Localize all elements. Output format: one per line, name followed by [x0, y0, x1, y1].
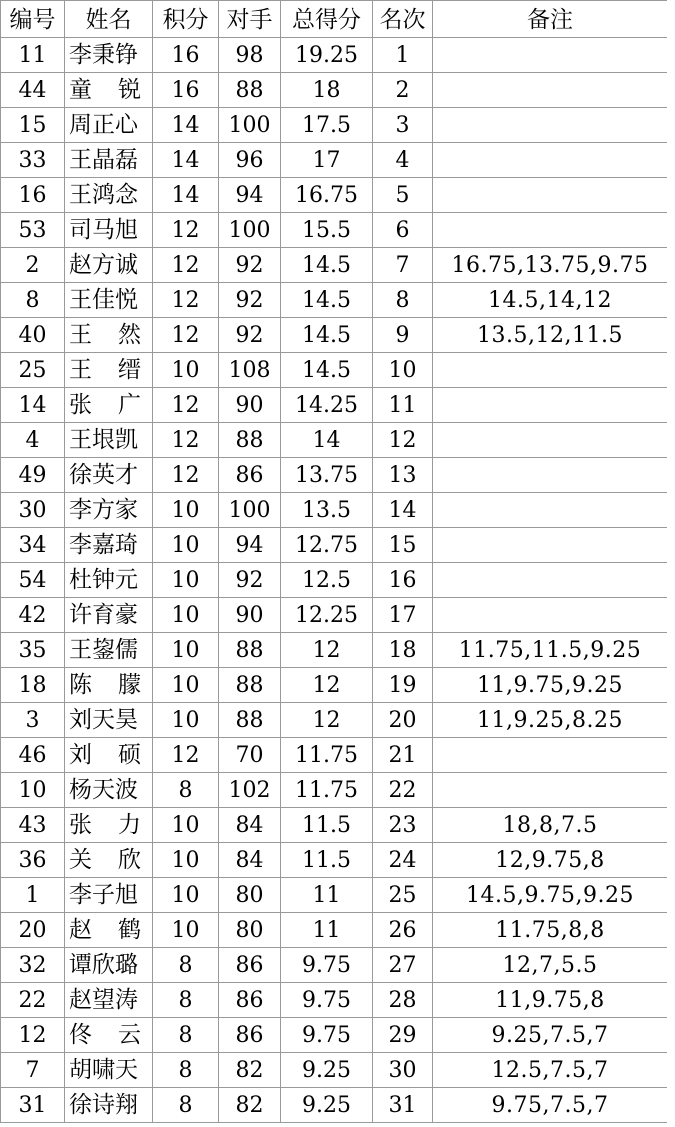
name-part: 童 — [69, 76, 92, 103]
cell-total-score[interactable]: 14.5 — [281, 248, 373, 283]
cell-notes[interactable] — [433, 773, 668, 808]
name-part: 赵 — [69, 916, 92, 943]
name-part: 缙 — [118, 356, 141, 383]
cell-name[interactable] — [65, 1088, 153, 1123]
cell-total-score[interactable]: 11.75 — [281, 773, 373, 808]
cell-total-score[interactable]: 17.5 — [281, 108, 373, 143]
table-row — [1, 178, 668, 213]
cell-rank[interactable]: 13 — [373, 458, 433, 493]
cell-points[interactable]: 10 — [153, 598, 219, 633]
cell-points[interactable]: 8 — [153, 773, 219, 808]
cell-total-score[interactable]: 14 — [281, 423, 373, 458]
cell-notes[interactable]: 16.75,13.75,9.75 — [433, 248, 668, 283]
name-part: 王晶磊 — [69, 146, 138, 173]
cell-name[interactable] — [65, 283, 153, 318]
name-part: 王垠凯 — [69, 426, 138, 453]
cell-notes[interactable]: 12.5,7.5,7 — [433, 1053, 668, 1088]
cell-rank[interactable]: 30 — [373, 1053, 433, 1088]
name-part: 李子旭 — [69, 881, 138, 908]
table-row — [1, 353, 668, 388]
cell-notes[interactable] — [433, 143, 668, 178]
cell-points[interactable]: 16 — [153, 73, 219, 108]
name-part: 李秉铮 — [69, 41, 138, 68]
cell-total-score[interactable]: 12.75 — [281, 528, 373, 563]
cell-id[interactable]: 20 — [1, 913, 65, 948]
cell-rank[interactable]: 4 — [373, 143, 433, 178]
cell-notes[interactable] — [433, 353, 668, 388]
cell-opponent[interactable]: 92 — [219, 563, 281, 598]
cell-points[interactable]: 10 — [153, 493, 219, 528]
cell-total-score[interactable]: 14.5 — [281, 353, 373, 388]
cell-id[interactable]: 14 — [1, 388, 65, 423]
cell-name[interactable] — [65, 773, 153, 808]
cell-opponent[interactable]: 70 — [219, 738, 281, 773]
cell-rank[interactable]: 17 — [373, 598, 433, 633]
cell-points[interactable]: 12 — [153, 283, 219, 318]
header-id[interactable]: 编号 — [1, 1, 65, 38]
name-part: 李嘉琦 — [69, 531, 138, 558]
cell-name[interactable] — [65, 213, 153, 248]
table-row — [1, 143, 668, 178]
name-part: 广 — [118, 391, 141, 418]
cell-total-score[interactable]: 9.75 — [281, 1018, 373, 1053]
cell-id[interactable]: 49 — [1, 458, 65, 493]
name-part: 李方家 — [69, 496, 138, 523]
cell-points[interactable]: 12 — [153, 248, 219, 283]
table-row — [1, 493, 668, 528]
cell-rank[interactable]: 18 — [373, 633, 433, 668]
cell-name[interactable] — [65, 948, 153, 983]
table-row — [1, 1018, 668, 1053]
cell-total-score[interactable]: 12 — [281, 703, 373, 738]
table-row — [1, 703, 668, 738]
cell-notes[interactable]: 14.5,14,12 — [433, 283, 668, 318]
cell-points[interactable]: 12 — [153, 738, 219, 773]
cell-total-score[interactable]: 9.25 — [281, 1053, 373, 1088]
cell-points[interactable]: 10 — [153, 878, 219, 913]
cell-opponent[interactable]: 100 — [219, 493, 281, 528]
name-part: 朦 — [118, 671, 141, 698]
cell-name[interactable] — [65, 108, 153, 143]
cell-id[interactable]: 34 — [1, 528, 65, 563]
cell-id[interactable]: 7 — [1, 1053, 65, 1088]
name-part: 欣 — [118, 846, 141, 873]
cell-name[interactable] — [65, 668, 153, 703]
cell-notes[interactable] — [433, 493, 668, 528]
cell-name[interactable] — [65, 598, 153, 633]
cell-name[interactable] — [65, 178, 153, 213]
cell-rank[interactable]: 14 — [373, 493, 433, 528]
cell-points[interactable]: 12 — [153, 388, 219, 423]
cell-opponent[interactable]: 82 — [219, 1053, 281, 1088]
cell-opponent[interactable]: 86 — [219, 458, 281, 493]
cell-points[interactable]: 12 — [153, 318, 219, 353]
cell-points[interactable]: 10 — [153, 843, 219, 878]
cell-points[interactable]: 14 — [153, 178, 219, 213]
cell-notes[interactable]: 12,9.75,8 — [433, 843, 668, 878]
cell-points[interactable]: 10 — [153, 353, 219, 388]
cell-name[interactable] — [65, 38, 153, 73]
name-part: 刘天昊 — [69, 706, 138, 733]
cell-opponent[interactable]: 82 — [219, 1088, 281, 1123]
cell-opponent[interactable]: 98 — [219, 38, 281, 73]
cell-name[interactable] — [65, 248, 153, 283]
cell-total-score[interactable]: 14.25 — [281, 388, 373, 423]
table-row — [1, 633, 668, 668]
name-part: 徐诗翔 — [69, 1091, 138, 1118]
cell-points[interactable]: 10 — [153, 808, 219, 843]
cell-rank[interactable]: 7 — [373, 248, 433, 283]
cell-notes[interactable]: 18,8,7.5 — [433, 808, 668, 843]
cell-opponent[interactable]: 86 — [219, 983, 281, 1018]
cell-id[interactable]: 54 — [1, 563, 65, 598]
cell-rank[interactable]: 11 — [373, 388, 433, 423]
table-row — [1, 773, 668, 808]
cell-id[interactable]: 36 — [1, 843, 65, 878]
cell-id[interactable]: 15 — [1, 108, 65, 143]
name-part: 周正心 — [69, 111, 138, 138]
cell-total-score[interactable]: 16.75 — [281, 178, 373, 213]
table-row — [1, 213, 668, 248]
cell-id[interactable]: 4 — [1, 423, 65, 458]
cell-name[interactable] — [65, 738, 153, 773]
cell-opponent[interactable]: 108 — [219, 353, 281, 388]
cell-points[interactable]: 12 — [153, 423, 219, 458]
cell-points[interactable]: 10 — [153, 528, 219, 563]
cell-total-score[interactable]: 13.75 — [281, 458, 373, 493]
table-row — [1, 248, 668, 283]
cell-points[interactable]: 12 — [153, 458, 219, 493]
name-part: 王佳悦 — [69, 286, 138, 313]
cell-id[interactable]: 18 — [1, 668, 65, 703]
cell-opponent[interactable]: 88 — [219, 73, 281, 108]
name-part: 司马旭 — [69, 216, 138, 243]
cell-total-score[interactable]: 11.5 — [281, 808, 373, 843]
cell-points[interactable]: 8 — [153, 948, 219, 983]
cell-notes[interactable]: 9.75,7.5,7 — [433, 1088, 668, 1123]
name-part: 云 — [118, 1021, 141, 1048]
cell-id[interactable]: 31 — [1, 1088, 65, 1123]
cell-id[interactable]: 10 — [1, 773, 65, 808]
cell-rank[interactable]: 8 — [373, 283, 433, 318]
cell-rank[interactable]: 27 — [373, 948, 433, 983]
cell-notes[interactable] — [433, 423, 668, 458]
cell-rank[interactable]: 3 — [373, 108, 433, 143]
cell-notes[interactable] — [433, 458, 668, 493]
cell-points[interactable]: 14 — [153, 143, 219, 178]
cell-name[interactable] — [65, 423, 153, 458]
cell-name[interactable] — [65, 143, 153, 178]
cell-name[interactable] — [65, 528, 153, 563]
cell-points[interactable]: 14 — [153, 108, 219, 143]
table-row — [1, 283, 668, 318]
name-part: 王 — [69, 321, 92, 348]
cell-total-score[interactable]: 14.5 — [281, 283, 373, 318]
cell-notes[interactable] — [433, 213, 668, 248]
cell-id[interactable]: 30 — [1, 493, 65, 528]
cell-opponent[interactable]: 92 — [219, 318, 281, 353]
cell-total-score[interactable]: 12.25 — [281, 598, 373, 633]
cell-total-score[interactable]: 11.5 — [281, 843, 373, 878]
name-part: 张 — [69, 391, 92, 418]
cell-total-score[interactable]: 15.5 — [281, 213, 373, 248]
cell-total-score[interactable]: 12 — [281, 633, 373, 668]
cell-name[interactable] — [65, 808, 153, 843]
cell-opponent[interactable]: 92 — [219, 248, 281, 283]
table-row — [1, 948, 668, 983]
table-row — [1, 108, 668, 143]
cell-notes[interactable]: 11,9.75,9.25 — [433, 668, 668, 703]
cell-total-score[interactable]: 9.75 — [281, 983, 373, 1018]
cell-name[interactable] — [65, 1018, 153, 1053]
cell-notes[interactable]: 12,7,5.5 — [433, 948, 668, 983]
table-row — [1, 598, 668, 633]
table-row — [1, 423, 668, 458]
cell-notes[interactable]: 9.25,7.5,7 — [433, 1018, 668, 1053]
cell-rank[interactable]: 23 — [373, 808, 433, 843]
cell-total-score[interactable]: 19.25 — [281, 38, 373, 73]
cell-id[interactable]: 33 — [1, 143, 65, 178]
table-row — [1, 668, 668, 703]
name-part: 陈 — [69, 671, 92, 698]
cell-id[interactable]: 40 — [1, 318, 65, 353]
cell-opponent[interactable]: 102 — [219, 773, 281, 808]
header-row — [1, 1, 668, 38]
cell-opponent[interactable]: 80 — [219, 913, 281, 948]
cell-notes[interactable]: 14.5,9.75,9.25 — [433, 878, 668, 913]
cell-points[interactable]: 10 — [153, 563, 219, 598]
cell-rank[interactable]: 10 — [373, 353, 433, 388]
table-body — [1, 38, 668, 1123]
cell-total-score[interactable]: 11.75 — [281, 738, 373, 773]
cell-notes[interactable] — [433, 108, 668, 143]
cell-points[interactable]: 8 — [153, 1088, 219, 1123]
cell-notes[interactable]: 13.5,12,11.5 — [433, 318, 668, 353]
name-part: 徐英才 — [69, 461, 138, 488]
name-part: 赵望涛 — [69, 986, 138, 1013]
name-part: 然 — [118, 321, 141, 348]
table-row — [1, 738, 668, 773]
cell-id[interactable]: 2 — [1, 248, 65, 283]
cell-id[interactable]: 1 — [1, 878, 65, 913]
cell-total-score[interactable]: 14.5 — [281, 318, 373, 353]
cell-rank[interactable]: 20 — [373, 703, 433, 738]
cell-rank[interactable]: 26 — [373, 913, 433, 948]
name-part: 许育豪 — [69, 601, 138, 628]
sheet-edge — [667, 0, 675, 1127]
cell-rank[interactable]: 25 — [373, 878, 433, 913]
name-part: 谭欣璐 — [69, 951, 138, 978]
cell-id[interactable]: 8 — [1, 283, 65, 318]
cell-id[interactable]: 46 — [1, 738, 65, 773]
cell-opponent[interactable]: 88 — [219, 703, 281, 738]
cell-rank[interactable]: 9 — [373, 318, 433, 353]
cell-notes[interactable]: 11,9.25,8.25 — [433, 703, 668, 738]
cell-name[interactable] — [65, 318, 153, 353]
cell-notes[interactable]: 11.75,8,8 — [433, 913, 668, 948]
cell-points[interactable]: 10 — [153, 668, 219, 703]
cell-name[interactable] — [65, 1053, 153, 1088]
cell-rank[interactable]: 15 — [373, 528, 433, 563]
cell-notes[interactable]: 11.75,11.5,9.25 — [433, 633, 668, 668]
name-part: 鹤 — [118, 916, 141, 943]
table-row — [1, 1053, 668, 1088]
cell-opponent[interactable]: 84 — [219, 843, 281, 878]
cell-rank[interactable]: 16 — [373, 563, 433, 598]
cell-notes[interactable] — [433, 563, 668, 598]
cell-notes[interactable] — [433, 528, 668, 563]
name-part: 硕 — [118, 741, 141, 768]
cell-id[interactable]: 11 — [1, 38, 65, 73]
cell-total-score[interactable]: 18 — [281, 73, 373, 108]
cell-name[interactable] — [65, 843, 153, 878]
cell-opponent[interactable]: 94 — [219, 178, 281, 213]
cell-opponent[interactable]: 90 — [219, 598, 281, 633]
cell-opponent[interactable]: 88 — [219, 633, 281, 668]
cell-opponent[interactable]: 94 — [219, 528, 281, 563]
cell-total-score[interactable]: 11 — [281, 878, 373, 913]
header-name[interactable]: 姓名 — [65, 1, 153, 38]
cell-name[interactable] — [65, 388, 153, 423]
cell-name[interactable] — [65, 878, 153, 913]
cell-name[interactable] — [65, 703, 153, 738]
cell-total-score[interactable]: 17 — [281, 143, 373, 178]
cell-notes[interactable]: 11,9.75,8 — [433, 983, 668, 1018]
cell-opponent[interactable]: 100 — [219, 108, 281, 143]
table-row — [1, 1088, 668, 1123]
cell-rank[interactable]: 28 — [373, 983, 433, 1018]
cell-notes[interactable] — [433, 178, 668, 213]
name-part: 杜钟元 — [69, 566, 138, 593]
cell-rank[interactable]: 19 — [373, 668, 433, 703]
cell-total-score[interactable]: 12 — [281, 668, 373, 703]
cell-id[interactable]: 32 — [1, 948, 65, 983]
cell-total-score[interactable]: 9.25 — [281, 1088, 373, 1123]
cell-notes[interactable] — [433, 738, 668, 773]
cell-points[interactable]: 16 — [153, 38, 219, 73]
table-row — [1, 388, 668, 423]
cell-rank[interactable]: 22 — [373, 773, 433, 808]
cell-total-score[interactable]: 12.5 — [281, 563, 373, 598]
header-opponent[interactable]: 对手 — [219, 1, 281, 38]
cell-id[interactable]: 25 — [1, 353, 65, 388]
name-part: 赵方诚 — [69, 251, 138, 278]
header-rank[interactable]: 名次 — [373, 1, 433, 38]
name-part: 张 — [69, 811, 92, 838]
cell-rank[interactable]: 12 — [373, 423, 433, 458]
table-row — [1, 983, 668, 1018]
table-row — [1, 458, 668, 493]
table-row — [1, 843, 668, 878]
header-notes[interactable]: 备注 — [433, 1, 668, 38]
table-row — [1, 38, 668, 73]
cell-name[interactable] — [65, 458, 153, 493]
cell-name[interactable] — [65, 983, 153, 1018]
table-row — [1, 73, 668, 108]
cell-id[interactable]: 3 — [1, 703, 65, 738]
cell-opponent[interactable]: 88 — [219, 668, 281, 703]
name-part: 锐 — [118, 76, 141, 103]
cell-points[interactable]: 8 — [153, 983, 219, 1018]
cell-id[interactable]: 22 — [1, 983, 65, 1018]
cell-opponent[interactable]: 86 — [219, 948, 281, 983]
cell-name[interactable] — [65, 633, 153, 668]
cell-opponent[interactable]: 92 — [219, 283, 281, 318]
cell-notes[interactable] — [433, 598, 668, 633]
table-row — [1, 913, 668, 948]
cell-total-score[interactable]: 11 — [281, 913, 373, 948]
name-part: 刘 — [69, 741, 92, 768]
header-points[interactable]: 积分 — [153, 1, 219, 38]
cell-points[interactable]: 8 — [153, 1018, 219, 1053]
table-row — [1, 563, 668, 598]
table-row — [1, 528, 668, 563]
cell-opponent[interactable]: 96 — [219, 143, 281, 178]
name-part: 王鸿念 — [69, 181, 138, 208]
cell-rank[interactable]: 5 — [373, 178, 433, 213]
cell-notes[interactable] — [433, 38, 668, 73]
cell-rank[interactable]: 29 — [373, 1018, 433, 1053]
cell-name[interactable] — [65, 73, 153, 108]
cell-id[interactable]: 44 — [1, 73, 65, 108]
cell-opponent[interactable]: 84 — [219, 808, 281, 843]
name-part: 杨天波 — [69, 776, 138, 803]
cell-name[interactable] — [65, 493, 153, 528]
cell-id[interactable]: 12 — [1, 1018, 65, 1053]
name-part: 王鋆儒 — [69, 636, 138, 663]
cell-rank[interactable]: 1 — [373, 38, 433, 73]
cell-total-score[interactable]: 13.5 — [281, 493, 373, 528]
cell-rank[interactable]: 2 — [373, 73, 433, 108]
cell-opponent[interactable]: 88 — [219, 423, 281, 458]
cell-id[interactable]: 53 — [1, 213, 65, 248]
cell-opponent[interactable]: 90 — [219, 388, 281, 423]
cell-notes[interactable] — [433, 388, 668, 423]
cell-id[interactable]: 16 — [1, 178, 65, 213]
name-part: 佟 — [69, 1021, 92, 1048]
name-part: 力 — [118, 811, 141, 838]
cell-name[interactable] — [65, 913, 153, 948]
cell-rank[interactable]: 21 — [373, 738, 433, 773]
cell-id[interactable]: 43 — [1, 808, 65, 843]
table-row — [1, 878, 668, 913]
cell-total-score[interactable]: 9.75 — [281, 948, 373, 983]
cell-name[interactable] — [65, 353, 153, 388]
cell-rank[interactable]: 31 — [373, 1088, 433, 1123]
name-part: 胡啸天 — [69, 1056, 138, 1083]
cell-rank[interactable]: 6 — [373, 213, 433, 248]
name-part: 关 — [69, 846, 92, 873]
cell-opponent[interactable]: 100 — [219, 213, 281, 248]
header-total-score[interactable]: 总得分 — [281, 1, 373, 38]
table-row — [1, 318, 668, 353]
name-part: 王 — [69, 356, 92, 383]
cell-points[interactable]: 10 — [153, 703, 219, 738]
cell-id[interactable]: 42 — [1, 598, 65, 633]
cell-points[interactable]: 8 — [153, 1053, 219, 1088]
cell-points[interactable]: 10 — [153, 913, 219, 948]
cell-rank[interactable]: 24 — [373, 843, 433, 878]
cell-points[interactable]: 12 — [153, 213, 219, 248]
cell-id[interactable]: 35 — [1, 633, 65, 668]
cell-name[interactable] — [65, 563, 153, 598]
cell-points[interactable]: 10 — [153, 633, 219, 668]
cell-opponent[interactable]: 86 — [219, 1018, 281, 1053]
table-row — [1, 808, 668, 843]
cell-notes[interactable] — [433, 73, 668, 108]
cell-opponent[interactable]: 80 — [219, 878, 281, 913]
